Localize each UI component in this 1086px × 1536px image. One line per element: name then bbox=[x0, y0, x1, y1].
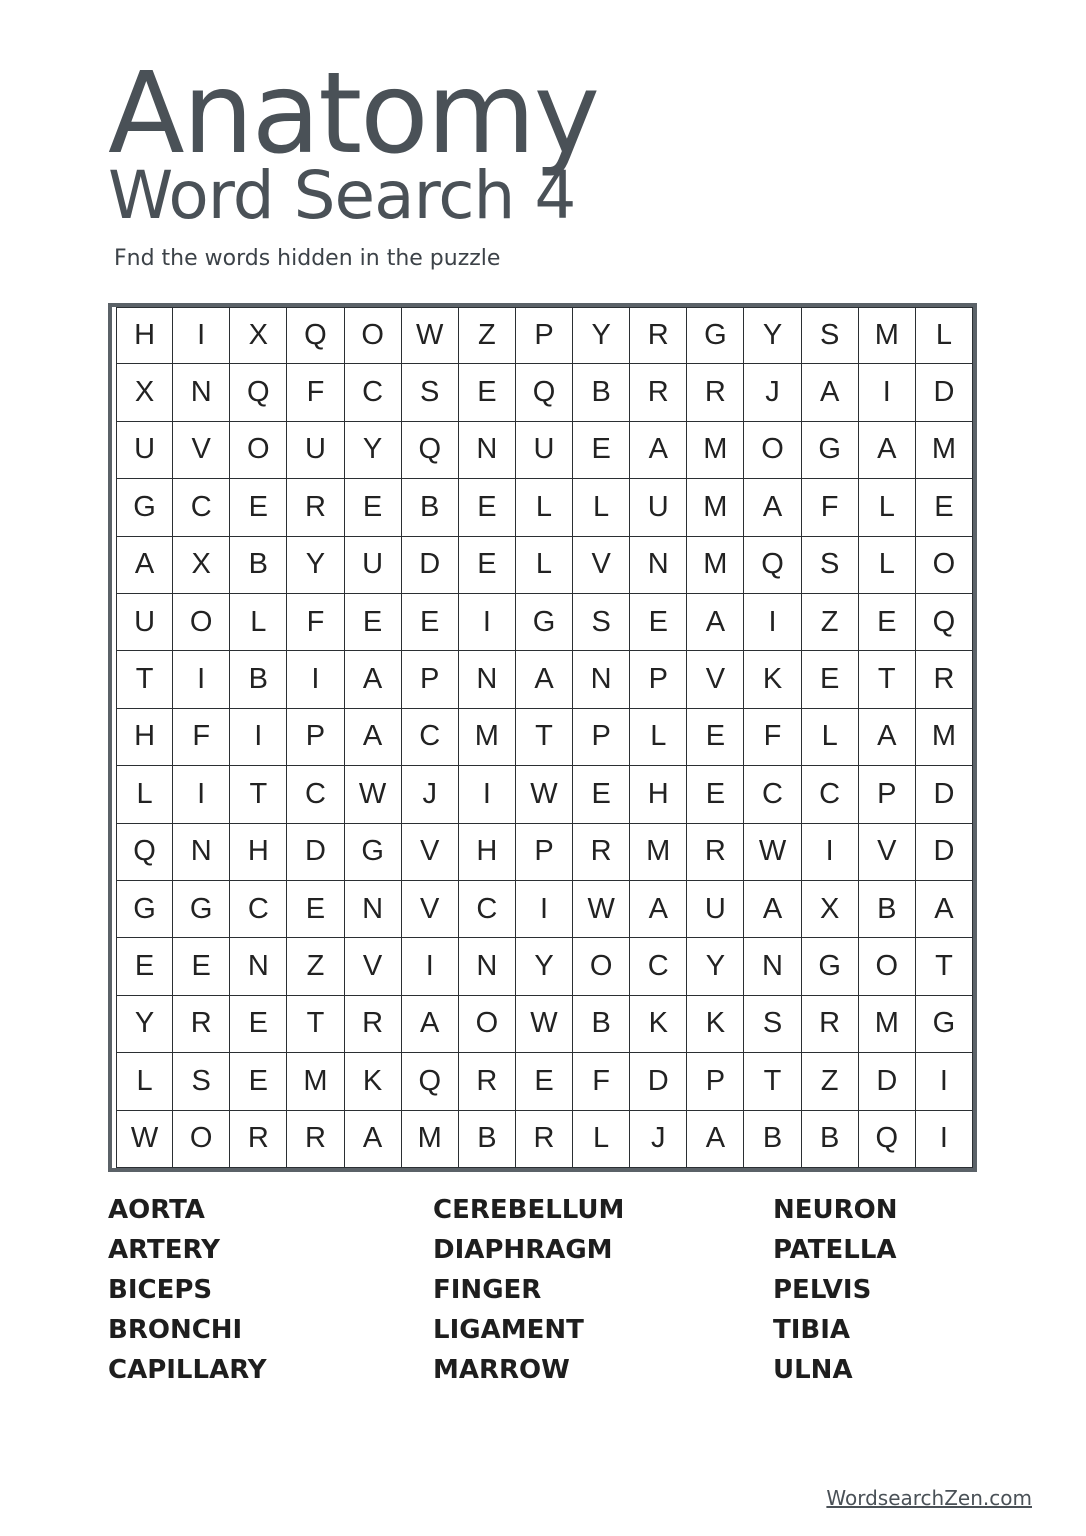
grid-cell: S bbox=[173, 1053, 230, 1110]
grid-cell: B bbox=[744, 1111, 801, 1168]
grid-cell: M bbox=[687, 479, 744, 536]
grid-cell: F bbox=[573, 1053, 630, 1110]
grid-cell: W bbox=[116, 1111, 173, 1168]
grid-cell: D bbox=[402, 537, 459, 594]
grid-cell: G bbox=[516, 594, 573, 651]
grid-cell: A bbox=[744, 479, 801, 536]
grid-cell: E bbox=[630, 594, 687, 651]
grid-cell: L bbox=[516, 537, 573, 594]
word-list-column-2 bbox=[433, 1190, 624, 1390]
grid-cell: A bbox=[744, 881, 801, 938]
grid-cell: X bbox=[802, 881, 859, 938]
grid-cell: K bbox=[630, 996, 687, 1053]
page-subtitle: Word Search 4 bbox=[108, 157, 576, 234]
grid-cell: A bbox=[345, 651, 402, 708]
word-list-item: FINGER bbox=[433, 1275, 542, 1305]
grid-cell: B bbox=[230, 537, 287, 594]
grid-cell: E bbox=[345, 479, 402, 536]
grid-cell: V bbox=[402, 881, 459, 938]
grid-cell: Z bbox=[802, 1053, 859, 1110]
puzzle-frame bbox=[108, 303, 977, 1172]
grid-cell: U bbox=[116, 594, 173, 651]
grid-cell: P bbox=[573, 709, 630, 766]
grid-cell: L bbox=[859, 479, 916, 536]
grid-cell: U bbox=[516, 422, 573, 479]
grid-cell: R bbox=[573, 824, 630, 881]
grid-cell: O bbox=[173, 1111, 230, 1168]
grid-cell: D bbox=[630, 1053, 687, 1110]
grid-cell: L bbox=[516, 479, 573, 536]
grid-cell: N bbox=[230, 938, 287, 995]
grid-cell: R bbox=[687, 364, 744, 421]
grid-cell: I bbox=[516, 881, 573, 938]
grid-cell: N bbox=[573, 651, 630, 708]
grid-cell: E bbox=[230, 996, 287, 1053]
grid-cell: H bbox=[459, 824, 516, 881]
grid-cell: I bbox=[173, 651, 230, 708]
grid-cell: T bbox=[859, 651, 916, 708]
grid-cell: D bbox=[859, 1053, 916, 1110]
grid-cell: M bbox=[916, 709, 973, 766]
grid-cell: Z bbox=[802, 594, 859, 651]
grid-cell: Q bbox=[116, 824, 173, 881]
grid-cell: E bbox=[459, 364, 516, 421]
grid-cell: S bbox=[573, 594, 630, 651]
grid-cell: L bbox=[630, 709, 687, 766]
grid-cell: S bbox=[802, 307, 859, 364]
grid-cell: E bbox=[402, 594, 459, 651]
word-list-item: CAPILLARY bbox=[108, 1355, 267, 1385]
grid-cell: B bbox=[573, 364, 630, 421]
grid-cell: S bbox=[802, 537, 859, 594]
grid-cell: Q bbox=[516, 364, 573, 421]
grid-cell: F bbox=[287, 364, 344, 421]
grid-cell: M bbox=[859, 996, 916, 1053]
word-list-item: TIBIA bbox=[773, 1315, 851, 1345]
grid-cell: B bbox=[573, 996, 630, 1053]
word-list-item: PATELLA bbox=[773, 1235, 897, 1265]
grid-cell: N bbox=[744, 938, 801, 995]
word-list-item: ULNA bbox=[773, 1355, 853, 1385]
word-list-item: BICEPS bbox=[108, 1275, 213, 1305]
grid-cell: T bbox=[287, 996, 344, 1053]
grid-cell: R bbox=[287, 479, 344, 536]
grid-cell: U bbox=[287, 422, 344, 479]
grid-cell: Q bbox=[402, 1053, 459, 1110]
grid-cell: G bbox=[687, 307, 744, 364]
grid-cell: L bbox=[573, 479, 630, 536]
grid-cell: J bbox=[744, 364, 801, 421]
grid-cell: I bbox=[173, 766, 230, 823]
grid-cell: Y bbox=[345, 422, 402, 479]
grid-cell: A bbox=[516, 651, 573, 708]
page-title: Anatomy bbox=[108, 49, 599, 179]
grid-cell: A bbox=[687, 1111, 744, 1168]
grid-cell: C bbox=[287, 766, 344, 823]
puzzle-grid bbox=[116, 307, 973, 1168]
grid-cell: L bbox=[116, 1053, 173, 1110]
grid-cell: U bbox=[630, 479, 687, 536]
grid-cell: M bbox=[459, 709, 516, 766]
grid-cell: T bbox=[916, 938, 973, 995]
grid-cell: C bbox=[230, 881, 287, 938]
instructions-text: Fnd the words hidden in the puzzle bbox=[114, 246, 501, 271]
grid-cell: I bbox=[916, 1111, 973, 1168]
grid-cell: S bbox=[402, 364, 459, 421]
grid-cell: H bbox=[630, 766, 687, 823]
word-list-item: ARTERY bbox=[108, 1235, 220, 1265]
grid-cell: Q bbox=[916, 594, 973, 651]
grid-cell: O bbox=[916, 537, 973, 594]
grid-cell: K bbox=[345, 1053, 402, 1110]
grid-cell: Y bbox=[116, 996, 173, 1053]
grid-cell: V bbox=[345, 938, 402, 995]
grid-cell: A bbox=[402, 996, 459, 1053]
grid-cell: Q bbox=[859, 1111, 916, 1168]
grid-cell: R bbox=[459, 1053, 516, 1110]
grid-cell: G bbox=[173, 881, 230, 938]
grid-cell: I bbox=[173, 307, 230, 364]
grid-cell: T bbox=[116, 651, 173, 708]
grid-cell: O bbox=[459, 996, 516, 1053]
grid-cell: K bbox=[744, 651, 801, 708]
word-list-item: AORTA bbox=[108, 1195, 205, 1225]
grid-cell: W bbox=[402, 307, 459, 364]
grid-cell: A bbox=[687, 594, 744, 651]
grid-cell: R bbox=[345, 996, 402, 1053]
grid-cell: E bbox=[687, 766, 744, 823]
grid-cell: E bbox=[230, 1053, 287, 1110]
word-list-item: DIAPHRAGM bbox=[433, 1235, 613, 1265]
grid-cell: Q bbox=[402, 422, 459, 479]
grid-cell: H bbox=[116, 709, 173, 766]
grid-cell: E bbox=[802, 651, 859, 708]
grid-cell: A bbox=[116, 537, 173, 594]
grid-cell: C bbox=[345, 364, 402, 421]
grid-cell: L bbox=[116, 766, 173, 823]
grid-cell: V bbox=[402, 824, 459, 881]
grid-cell: M bbox=[687, 537, 744, 594]
grid-cell: Y bbox=[687, 938, 744, 995]
grid-cell: J bbox=[630, 1111, 687, 1168]
grid-cell: R bbox=[516, 1111, 573, 1168]
grid-cell: C bbox=[402, 709, 459, 766]
grid-cell: N bbox=[459, 422, 516, 479]
grid-cell: R bbox=[687, 824, 744, 881]
grid-cell: O bbox=[859, 938, 916, 995]
word-list-item: BRONCHI bbox=[108, 1315, 243, 1345]
grid-cell: D bbox=[916, 364, 973, 421]
grid-cell: E bbox=[287, 881, 344, 938]
grid-cell: Y bbox=[744, 307, 801, 364]
grid-cell: E bbox=[230, 479, 287, 536]
grid-cell: N bbox=[173, 364, 230, 421]
grid-cell: C bbox=[459, 881, 516, 938]
grid-cell: U bbox=[345, 537, 402, 594]
grid-cell: J bbox=[402, 766, 459, 823]
grid-cell: V bbox=[859, 824, 916, 881]
grid-cell: R bbox=[173, 996, 230, 1053]
grid-cell: P bbox=[516, 824, 573, 881]
word-list-column-1 bbox=[108, 1190, 267, 1390]
grid-cell: X bbox=[173, 537, 230, 594]
grid-cell: F bbox=[287, 594, 344, 651]
grid-cell: I bbox=[459, 594, 516, 651]
grid-cell: C bbox=[630, 938, 687, 995]
grid-cell: M bbox=[916, 422, 973, 479]
grid-cell: B bbox=[230, 651, 287, 708]
grid-cell: C bbox=[744, 766, 801, 823]
grid-cell: G bbox=[116, 479, 173, 536]
grid-cell: A bbox=[859, 709, 916, 766]
grid-cell: M bbox=[630, 824, 687, 881]
grid-cell: M bbox=[859, 307, 916, 364]
grid-cell: Z bbox=[459, 307, 516, 364]
grid-cell: R bbox=[287, 1111, 344, 1168]
grid-cell: E bbox=[573, 766, 630, 823]
grid-cell: F bbox=[173, 709, 230, 766]
word-list-item: NEURON bbox=[773, 1195, 898, 1225]
grid-cell: N bbox=[459, 651, 516, 708]
word-list-item: MARROW bbox=[433, 1355, 570, 1385]
grid-cell: D bbox=[287, 824, 344, 881]
grid-cell: N bbox=[459, 938, 516, 995]
grid-cell: B bbox=[859, 881, 916, 938]
grid-cell: E bbox=[573, 422, 630, 479]
grid-cell: G bbox=[345, 824, 402, 881]
grid-cell: E bbox=[116, 938, 173, 995]
grid-cell: A bbox=[345, 1111, 402, 1168]
grid-cell: H bbox=[230, 824, 287, 881]
grid-cell: I bbox=[744, 594, 801, 651]
grid-cell: A bbox=[916, 881, 973, 938]
grid-cell: T bbox=[516, 709, 573, 766]
grid-cell: Y bbox=[287, 537, 344, 594]
grid-cell: N bbox=[630, 537, 687, 594]
grid-cell: Q bbox=[287, 307, 344, 364]
grid-cell: W bbox=[744, 824, 801, 881]
grid-cell: E bbox=[859, 594, 916, 651]
grid-cell: T bbox=[744, 1053, 801, 1110]
grid-cell: L bbox=[802, 709, 859, 766]
grid-cell: D bbox=[916, 766, 973, 823]
grid-cell: P bbox=[687, 1053, 744, 1110]
grid-cell: I bbox=[402, 938, 459, 995]
grid-cell: Z bbox=[287, 938, 344, 995]
grid-cell: C bbox=[802, 766, 859, 823]
grid-cell: B bbox=[402, 479, 459, 536]
grid-cell: P bbox=[859, 766, 916, 823]
word-list-item: CEREBELLUM bbox=[433, 1195, 625, 1225]
grid-cell: P bbox=[402, 651, 459, 708]
grid-cell: M bbox=[402, 1111, 459, 1168]
grid-cell: G bbox=[916, 996, 973, 1053]
grid-cell: E bbox=[345, 594, 402, 651]
grid-cell: P bbox=[630, 651, 687, 708]
grid-cell: L bbox=[916, 307, 973, 364]
grid-cell: Q bbox=[230, 364, 287, 421]
word-list-item: LIGAMENT bbox=[433, 1315, 584, 1345]
grid-cell: E bbox=[459, 537, 516, 594]
grid-cell: Y bbox=[573, 307, 630, 364]
grid-cell: R bbox=[630, 307, 687, 364]
grid-cell: F bbox=[744, 709, 801, 766]
grid-cell: F bbox=[802, 479, 859, 536]
grid-cell: R bbox=[630, 364, 687, 421]
grid-cell: E bbox=[173, 938, 230, 995]
grid-cell: W bbox=[573, 881, 630, 938]
grid-cell: W bbox=[516, 766, 573, 823]
grid-cell: V bbox=[573, 537, 630, 594]
grid-cell: X bbox=[230, 307, 287, 364]
grid-cell: U bbox=[687, 881, 744, 938]
grid-cell: O bbox=[230, 422, 287, 479]
grid-cell: C bbox=[173, 479, 230, 536]
grid-cell: S bbox=[744, 996, 801, 1053]
grid-cell: L bbox=[230, 594, 287, 651]
grid-cell: B bbox=[459, 1111, 516, 1168]
grid-cell: N bbox=[345, 881, 402, 938]
grid-cell: V bbox=[173, 422, 230, 479]
site-link[interactable]: WordsearchZen.com bbox=[826, 1486, 1032, 1510]
grid-cell: R bbox=[802, 996, 859, 1053]
grid-cell: R bbox=[230, 1111, 287, 1168]
grid-cell: E bbox=[459, 479, 516, 536]
grid-cell: P bbox=[516, 307, 573, 364]
grid-cell: O bbox=[573, 938, 630, 995]
grid-cell: L bbox=[859, 537, 916, 594]
grid-cell: O bbox=[744, 422, 801, 479]
grid-cell: A bbox=[345, 709, 402, 766]
grid-cell: R bbox=[916, 651, 973, 708]
grid-cell: I bbox=[859, 364, 916, 421]
grid-cell: I bbox=[459, 766, 516, 823]
grid-cell: L bbox=[573, 1111, 630, 1168]
grid-cell: W bbox=[345, 766, 402, 823]
grid-cell: I bbox=[230, 709, 287, 766]
grid-cell: G bbox=[116, 881, 173, 938]
grid-cell: V bbox=[687, 651, 744, 708]
grid-cell: D bbox=[916, 824, 973, 881]
grid-cell: A bbox=[630, 881, 687, 938]
grid-cell: B bbox=[802, 1111, 859, 1168]
grid-cell: I bbox=[287, 651, 344, 708]
word-list-item: PELVIS bbox=[773, 1275, 872, 1305]
grid-cell: Y bbox=[516, 938, 573, 995]
grid-cell: A bbox=[859, 422, 916, 479]
grid-cell: O bbox=[345, 307, 402, 364]
grid-cell: I bbox=[916, 1053, 973, 1110]
grid-cell: O bbox=[173, 594, 230, 651]
grid-cell: P bbox=[287, 709, 344, 766]
grid-cell: W bbox=[516, 996, 573, 1053]
grid-cell: H bbox=[116, 307, 173, 364]
grid-cell: M bbox=[687, 422, 744, 479]
grid-cell: U bbox=[116, 422, 173, 479]
grid-cell: I bbox=[802, 824, 859, 881]
grid-cell: G bbox=[802, 422, 859, 479]
grid-cell: A bbox=[802, 364, 859, 421]
grid-cell: E bbox=[916, 479, 973, 536]
grid-cell: M bbox=[287, 1053, 344, 1110]
grid-cell: N bbox=[173, 824, 230, 881]
grid-cell: X bbox=[116, 364, 173, 421]
word-list-column-3 bbox=[773, 1190, 898, 1390]
grid-cell: Q bbox=[744, 537, 801, 594]
grid-cell: E bbox=[516, 1053, 573, 1110]
grid-cell: A bbox=[630, 422, 687, 479]
grid-cell: T bbox=[230, 766, 287, 823]
grid-cell: G bbox=[802, 938, 859, 995]
grid-cell: E bbox=[687, 709, 744, 766]
grid-cell: K bbox=[687, 996, 744, 1053]
